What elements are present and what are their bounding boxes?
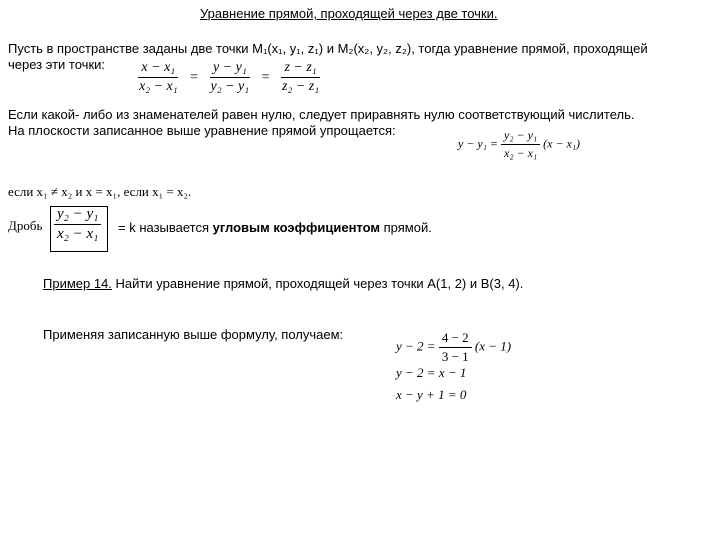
solution-step-1-numerator: 4 − 2 [439,330,472,348]
slope-definition [118,220,432,235]
slope-suffix: прямой. [383,220,432,235]
fraction-z-denominator: z₂ − z₁ [282,79,320,94]
fraction-z-numerator: z − z₁ [281,60,319,78]
slope-fraction-inner [54,206,101,243]
formula-3d [136,60,322,95]
fraction-x [136,60,181,95]
slope-denominator: x₂ − x₁ [57,226,99,242]
slope-numerator: y₂ − y₁ [54,206,101,225]
example-label: Пример 14. [43,276,112,291]
equals-sign: = [190,69,199,85]
slope-fraction [54,206,101,243]
solution-step-1-denominator: 3 − 1 [441,349,469,364]
solution-step-3: x − y + 1 = 0 [396,387,467,402]
fraction-y-numerator: y − y₁ [210,60,250,78]
zero-note-line-2: На плоскости записанное выше уравнение прямой упрощается: [8,123,396,138]
slope-bold-term: угловым коэффициентом [212,220,380,235]
condition-text: если x₁ ≠ x₂ и x = x₁, если x₁ = x₂. [8,184,192,199]
formula-2d-lhs: y − y₁ = [458,136,499,151]
formula-2d [458,128,580,161]
formula-2d-denominator: x₂ − x₁ [504,146,538,160]
solution-step-1 [396,330,511,365]
zero-note-line-1: Если какой- либо из знаменателей равен нулю, следует приравнять нулю соответствующий числитель. [8,107,635,122]
solution-step-1-fraction [439,330,472,365]
fraction-y-denominator: y₂ − y₁ [210,79,250,94]
formula-2d-numerator: y₂ − y₁ [501,128,540,145]
fraction-x-numerator: x − x₁ [138,60,178,78]
solution-step-1-lhs: y − 2 = [396,338,436,354]
equals-sign: = [261,69,270,85]
fraction-y [208,60,253,95]
intro-line-2: через эти точки: [8,57,106,72]
formula-2d-fraction [501,128,540,161]
fraction-x-denominator: x₂ − x₁ [139,79,178,94]
slope-middle: = k называется [118,220,210,235]
solution-step-1-rhs: (x − 1) [474,338,512,354]
intro-line-1: Пусть в пространстве заданы две точки M₁(x₁, y₁, z₁) и M₂(x₂, y₂, z₂), тогда уравнение прямой, проходящей [8,41,648,56]
solution-step-2: y − 2 = x − 1 [396,365,467,380]
page-title: Уравнение прямой, проходящей через две точки. [200,6,498,21]
example-text: Найти уравнение прямой, проходящей через точки А(1, 2) и В(3, 4). [115,276,524,291]
formula-2d-rhs: (x − x₁) [543,136,581,151]
slope-prefix: Дробь [8,218,43,233]
example-heading [43,276,523,291]
applying-text: Применяя записанную выше формулу, получаем: [43,327,344,342]
fraction-z [279,60,322,95]
